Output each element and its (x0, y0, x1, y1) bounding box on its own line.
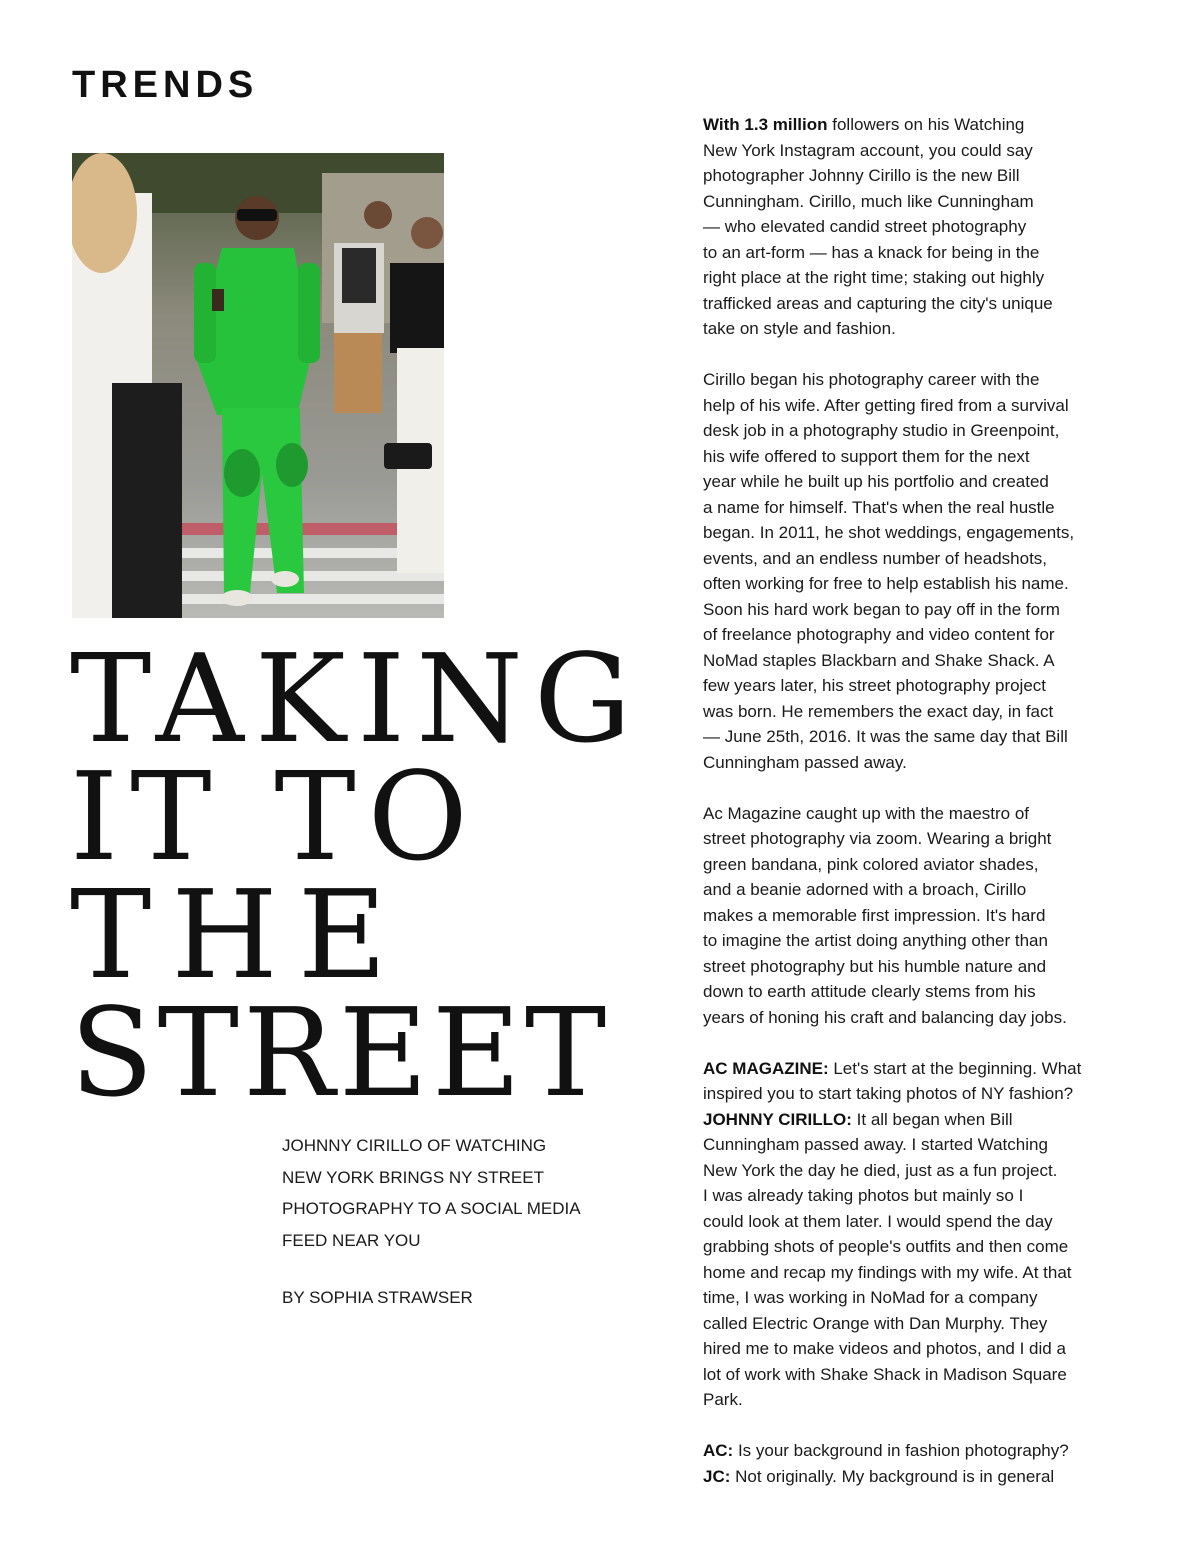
section-label: TRENDS (72, 64, 259, 106)
body-text: Let's start at the beginning. What (828, 1058, 1082, 1078)
dek-line: NEW YORK BRINGS NY STREET (282, 1167, 544, 1187)
paragraph-interview-intro (703, 801, 1133, 1031)
street-photo-illustration (72, 153, 444, 618)
body-line: trafficked areas and capturing the city's unique (703, 293, 1053, 313)
body-line: Cunningham. Cirillo, much like Cunningham (703, 191, 1034, 211)
dek-line: FEED NEAR YOU (282, 1230, 421, 1250)
body-line: Park. (703, 1390, 743, 1409)
body-line: events, and an endless number of headshots, (703, 548, 1048, 568)
dek (282, 1130, 602, 1256)
body-line: was born. He remembers the exact day, in fact (703, 701, 1054, 721)
article-body (703, 112, 1133, 1489)
body-text: followers on his Watching (827, 115, 1025, 134)
body-line: time, I was working in NoMad for a company (703, 1288, 1038, 1307)
body-line: street photography via zoom. Wearing a bright (703, 829, 1052, 848)
body-line: inspired you to start taking photos of NY fashion? (703, 1084, 1074, 1103)
body-line: Cunningham passed away. (703, 752, 907, 772)
byline: BY SOPHIA STRAWSER (282, 1288, 473, 1307)
body-line: New York Instagram account, you could say (703, 140, 1033, 160)
body-line: grabbing shots of people's outfits and then come (703, 1237, 1069, 1256)
street-photo (72, 153, 444, 618)
body-line: photographer Johnny Cirillo is the new Bill (703, 166, 1020, 185)
interview-question-1 (703, 1056, 1133, 1107)
body-line: often working for free to help establish his name. (703, 574, 1069, 593)
headline (70, 628, 643, 1124)
body-line: Cunningham passed away. I started Watching (703, 1135, 1048, 1154)
speaker-label: AC: (703, 1441, 734, 1460)
lead-in: With 1.3 million (703, 115, 828, 134)
body-text: Not originally. My background is in general (730, 1466, 1055, 1486)
dek-line: PHOTOGRAPHY TO A SOCIAL MEDIA (282, 1199, 581, 1218)
headline-line-2: IT TO (70, 746, 480, 888)
body-line: and a beanie adorned with a broach, Cirillo (703, 880, 1027, 899)
dek-line: JOHNNY CIRILLO OF WATCHING (282, 1136, 547, 1155)
paragraph-intro (703, 112, 1133, 342)
body-line: I was already taking photos but mainly so I (703, 1186, 1024, 1205)
body-line: lot of work with Shake Shack in Madison Square (703, 1364, 1067, 1384)
body-line: right place at the right time; staking out highly (703, 268, 1045, 287)
body-line: New York the day he died, just as a fun project. (703, 1160, 1058, 1180)
body-line: desk job in a photography studio in Greenpoint, (703, 421, 1060, 440)
body-line: hired me to make videos and photos, and I did a (703, 1339, 1066, 1358)
body-line: years of honing his craft and balancing day jobs. (703, 1007, 1067, 1027)
body-line: down to earth attitude clearly stems from his (703, 982, 1036, 1001)
headline-line-1: TAKING (70, 628, 643, 770)
body-line: NoMad staples Blackbarn and Shake Shack. A (703, 650, 1055, 670)
speaker-label: JOHNNY CIRILLO: (703, 1109, 852, 1129)
body-line: his wife offered to support them for the next (703, 446, 1030, 466)
body-line: green bandana, pink colored aviator shades, (703, 854, 1039, 874)
body-line: year while he built up his portfolio and created (703, 472, 1049, 491)
body-line: makes a memorable first impression. It's hard (703, 905, 1046, 925)
body-line: Soon his hard work began to pay off in the form (703, 599, 1060, 619)
body-line: Ac Magazine caught up with the maestro of (703, 803, 1030, 823)
headline-line-3: THE (70, 864, 407, 1006)
body-line: — who elevated candid street photography (703, 217, 1027, 236)
body-line: — June 25th, 2016. It was the same day that Bill (703, 727, 1068, 746)
body-line: home and recap my findings with my wife. At that (703, 1262, 1072, 1282)
body-line: to an art-form — has a knack for being in the (703, 242, 1040, 262)
headline-line-4: STREET (70, 982, 611, 1124)
body-line: to imagine the artist doing anything other than (703, 931, 1048, 950)
paragraph-career (703, 367, 1133, 775)
body-text: Is your background in fashion photography? (733, 1441, 1069, 1460)
body-text: It all began when Bill (851, 1109, 1013, 1129)
speaker-label: JC: (703, 1466, 731, 1486)
body-line: a name for himself. That's when the real hustle (703, 497, 1055, 517)
body-line: of freelance photography and video content for (703, 625, 1055, 644)
body-line: called Electric Orange with Dan Murphy. They (703, 1313, 1048, 1333)
body-line: help of his wife. After getting fired from a survival (703, 395, 1069, 415)
body-line: could look at them later. I would spend the day (703, 1211, 1053, 1231)
interview-answer-1 (703, 1107, 1133, 1413)
body-line: few years later, his street photography project (703, 676, 1047, 695)
body-line: street photography but his humble nature and (703, 956, 1047, 976)
body-line: Cirillo began his photography career with the (703, 370, 1040, 389)
speaker-label: AC MAGAZINE: (703, 1058, 829, 1078)
interview-question-2 (703, 1438, 1133, 1489)
body-line: take on style and fashion. (703, 319, 896, 338)
body-line: began. In 2011, he shot weddings, engagements, (703, 523, 1075, 542)
